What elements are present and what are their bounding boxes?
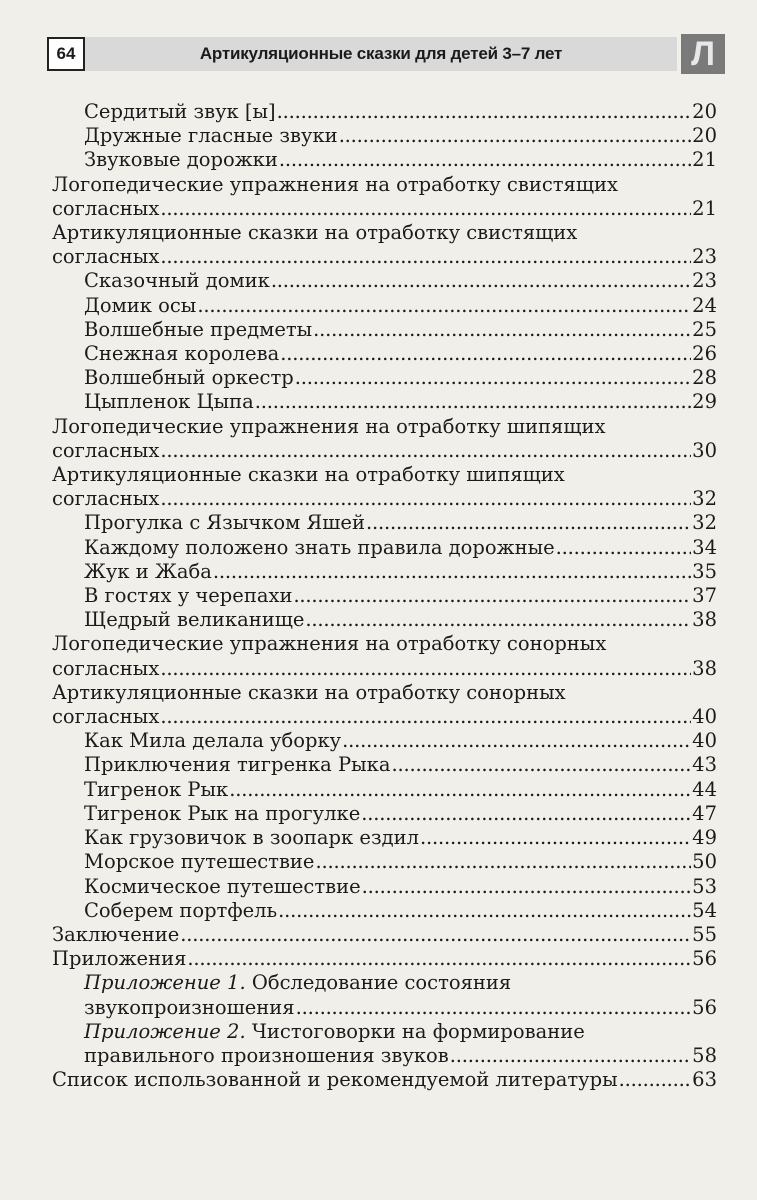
dot-leader: [255, 390, 691, 414]
toc-entry-page: 40: [692, 729, 717, 753]
toc-entry-page: 56: [692, 947, 717, 971]
toc-entry-title: согласных: [52, 196, 160, 220]
toc-entry-title: Как Мила делала уборку: [84, 729, 342, 753]
publisher-logo: Л: [681, 34, 725, 74]
toc-entry: [52, 923, 717, 947]
toc-entry-page: 26: [692, 342, 717, 366]
toc-entry-title: Космическое путешествие: [84, 874, 361, 898]
page-header: [47, 34, 725, 76]
toc-entry-title: согласных: [52, 245, 160, 269]
toc-entry-title: Список использованной и рекомендуемой литературы: [52, 1068, 618, 1092]
dot-leader: [305, 608, 691, 632]
toc-entry-page: 56: [692, 995, 717, 1019]
toc-entry: [52, 294, 717, 318]
dot-leader: [313, 318, 691, 342]
toc-entry: [52, 802, 717, 826]
dot-leader: [339, 124, 691, 148]
toc-entry-title: Жук и Жаба: [84, 559, 212, 583]
toc-entry: [52, 124, 717, 148]
toc-entry-page: 50: [692, 850, 717, 874]
dot-leader: [293, 584, 691, 608]
toc-entry-page: 55: [692, 922, 717, 946]
dot-leader: [160, 245, 691, 269]
toc-entry-title-line: [52, 632, 717, 656]
toc-entry-page: 38: [692, 656, 717, 680]
dot-leader: [213, 560, 691, 584]
toc-entry: [52, 778, 717, 802]
toc-entry-page: 32: [692, 511, 717, 535]
toc-entry-page: 53: [692, 874, 717, 898]
dot-leader: [342, 729, 691, 753]
toc-entry-title: Приключения тигренка Рыка: [84, 753, 391, 777]
toc-entry-title: согласных: [52, 656, 160, 680]
toc-entry: [52, 899, 717, 923]
toc-entry-page: 23: [692, 245, 717, 269]
toc-entry-title-line: [52, 221, 717, 245]
toc-entry: [52, 342, 717, 366]
toc-entry: [52, 390, 717, 414]
toc-entry-page: 37: [692, 584, 717, 608]
toc-entry: [52, 850, 717, 874]
toc-entry-title: Каждому положено знать правила дорожные: [84, 535, 555, 559]
dot-leader: [619, 1068, 692, 1092]
toc-entry-title-line: [84, 1020, 717, 1044]
page-number: 64: [47, 37, 85, 71]
toc-entry-title: Приложения: [52, 947, 187, 971]
dot-leader: [160, 197, 691, 221]
appendix-label: Приложение 1.: [84, 971, 246, 995]
toc-entry: [52, 681, 717, 729]
toc-entry-title: Сердитый звук [ы]: [84, 100, 276, 123]
toc-entry-page: 40: [692, 705, 717, 729]
dot-leader: [295, 366, 691, 390]
toc-entry: [52, 560, 717, 584]
appendix-label: Приложение 2.: [84, 1019, 246, 1043]
dot-leader: [361, 802, 691, 826]
toc-entry: [52, 318, 717, 342]
toc-entry-title: Волшебный оркестр: [84, 366, 294, 390]
toc-entry-title-text: Артикуляционные сказки на отработку сонорных: [52, 680, 566, 704]
toc-entry-title-text: Логопедические упражнения на отработку сонорных: [52, 632, 607, 656]
toc-entry-page: 21: [692, 148, 717, 172]
toc-entry: [52, 1068, 717, 1092]
toc-entry-page: 34: [692, 535, 717, 559]
toc-entry-title: Звуковые дорожки: [84, 148, 278, 172]
toc-entry-title-line: [52, 681, 717, 705]
dot-leader: [160, 487, 691, 511]
toc-entry: [52, 415, 717, 463]
toc-entry-title: Цыпленок Цыпа: [84, 390, 254, 414]
toc-entry: [52, 608, 717, 632]
toc-entry-page: 24: [692, 293, 717, 317]
toc-entry: [52, 971, 717, 1019]
toc-entry-page: 58: [692, 1043, 717, 1067]
toc-entry-title: Соберем портфель: [84, 898, 278, 922]
toc-entry-title-line: [84, 971, 717, 995]
toc-entry-title: Щедрый великанище: [84, 608, 305, 632]
toc-entry-title: Морское путешествие: [84, 850, 315, 874]
toc-entry-title: Тигренок Рык: [84, 777, 229, 801]
toc-entry: [52, 729, 717, 753]
toc-entry-title-text: Артикуляционные сказки на отработку шипящих: [52, 463, 565, 487]
toc-entry-title: Снежная королева: [84, 342, 280, 366]
dot-leader: [160, 657, 691, 681]
toc-entry-page: 49: [692, 826, 717, 850]
dot-leader: [271, 269, 691, 293]
toc-entry: [52, 826, 717, 850]
toc-entry-title: В гостях у черепахи: [84, 584, 293, 608]
dot-leader: [450, 1044, 691, 1068]
toc-entry-title-text: Логопедические упражнения на отработку свистящих: [52, 172, 618, 196]
toc-entry-title-text: Обследование состояния: [245, 971, 512, 995]
toc-entry-title: Тигренок Рык на прогулке: [84, 801, 361, 825]
toc-entry-title: согласных: [52, 705, 160, 729]
toc-entry-page: 54: [692, 898, 717, 922]
dot-leader: [420, 826, 691, 850]
toc-entry-title: Домик осы: [84, 293, 197, 317]
toc-entry-page: 20: [692, 100, 717, 123]
dot-leader: [315, 850, 691, 874]
dot-leader: [280, 342, 691, 366]
toc-entry: [52, 221, 717, 269]
toc-entry-title-text: Чистоговорки на формирование: [245, 1019, 585, 1043]
toc-entry-page: 28: [692, 366, 717, 390]
toc-entry: [52, 632, 717, 680]
toc-entry-page: 30: [692, 438, 717, 462]
dot-leader: [277, 100, 692, 124]
toc-entry: [52, 173, 717, 221]
toc-entry-page: 38: [692, 608, 717, 632]
toc-entry-page: 21: [692, 196, 717, 220]
toc-entry-title-line: [52, 415, 717, 439]
toc-entry: [52, 366, 717, 390]
toc-entry: [52, 100, 717, 124]
dot-leader: [279, 148, 691, 172]
toc-entry-title: Волшебные предметы: [84, 317, 313, 341]
toc-entry-page: 20: [692, 124, 717, 148]
toc-entry: [52, 511, 717, 535]
toc-entry-page: 44: [692, 777, 717, 801]
toc-entry-title: Как грузовичок в зоопарк ездил: [84, 826, 419, 850]
dot-leader: [160, 705, 691, 729]
dot-leader: [391, 753, 691, 777]
toc-entry-page: 43: [692, 753, 717, 777]
toc-entry-title: Прогулка с Язычком Яшей: [84, 511, 365, 535]
toc-entry: [52, 947, 717, 971]
dot-leader: [278, 899, 691, 923]
toc-entry-page: 25: [692, 317, 717, 341]
toc-entry-title-text: Артикуляционные сказки на отработку свистящих: [52, 221, 578, 245]
toc-entry-title: Дружные гласные звуки: [84, 124, 338, 148]
toc-entry: [52, 875, 717, 899]
table-of-contents: [52, 100, 717, 1092]
toc-entry: [52, 463, 717, 511]
toc-entry-title: согласных: [52, 487, 160, 511]
toc-entry-page: 32: [692, 487, 717, 511]
toc-entry-title-line: [52, 173, 717, 197]
dot-leader: [197, 294, 691, 318]
toc-entry-title-text: Логопедические упражнения на отработку шипящих: [52, 414, 606, 438]
dot-leader: [362, 875, 692, 899]
dot-leader: [160, 439, 691, 463]
toc-entry-title-line: [52, 463, 717, 487]
toc-entry: [52, 269, 717, 293]
dot-leader: [556, 536, 692, 560]
toc-entry: [52, 1020, 717, 1068]
running-title: Артикуляционные сказки для детей 3–7 лет: [85, 37, 677, 71]
toc-entry: [52, 753, 717, 777]
toc-entry: [52, 536, 717, 560]
toc-entry: [52, 584, 717, 608]
dot-leader: [296, 996, 692, 1020]
toc-entry-page: 63: [692, 1068, 717, 1092]
dot-leader: [187, 947, 691, 971]
dot-leader: [229, 778, 691, 802]
dot-leader: [366, 511, 691, 535]
toc-entry-title: правильного произношения звуков: [84, 1043, 449, 1067]
toc-entry-page: 29: [692, 390, 717, 414]
toc-entry-title: звукопроизношения: [84, 995, 295, 1019]
toc-entry-page: 47: [692, 801, 717, 825]
toc-entry-page: 23: [692, 269, 717, 293]
toc-entry: [52, 148, 717, 172]
toc-entry-title: Сказочный домик: [84, 269, 270, 293]
toc-entry-title: согласных: [52, 438, 160, 462]
toc-entry-page: 35: [692, 559, 717, 583]
dot-leader: [180, 923, 691, 947]
toc-entry-title: Заключение: [52, 922, 180, 946]
